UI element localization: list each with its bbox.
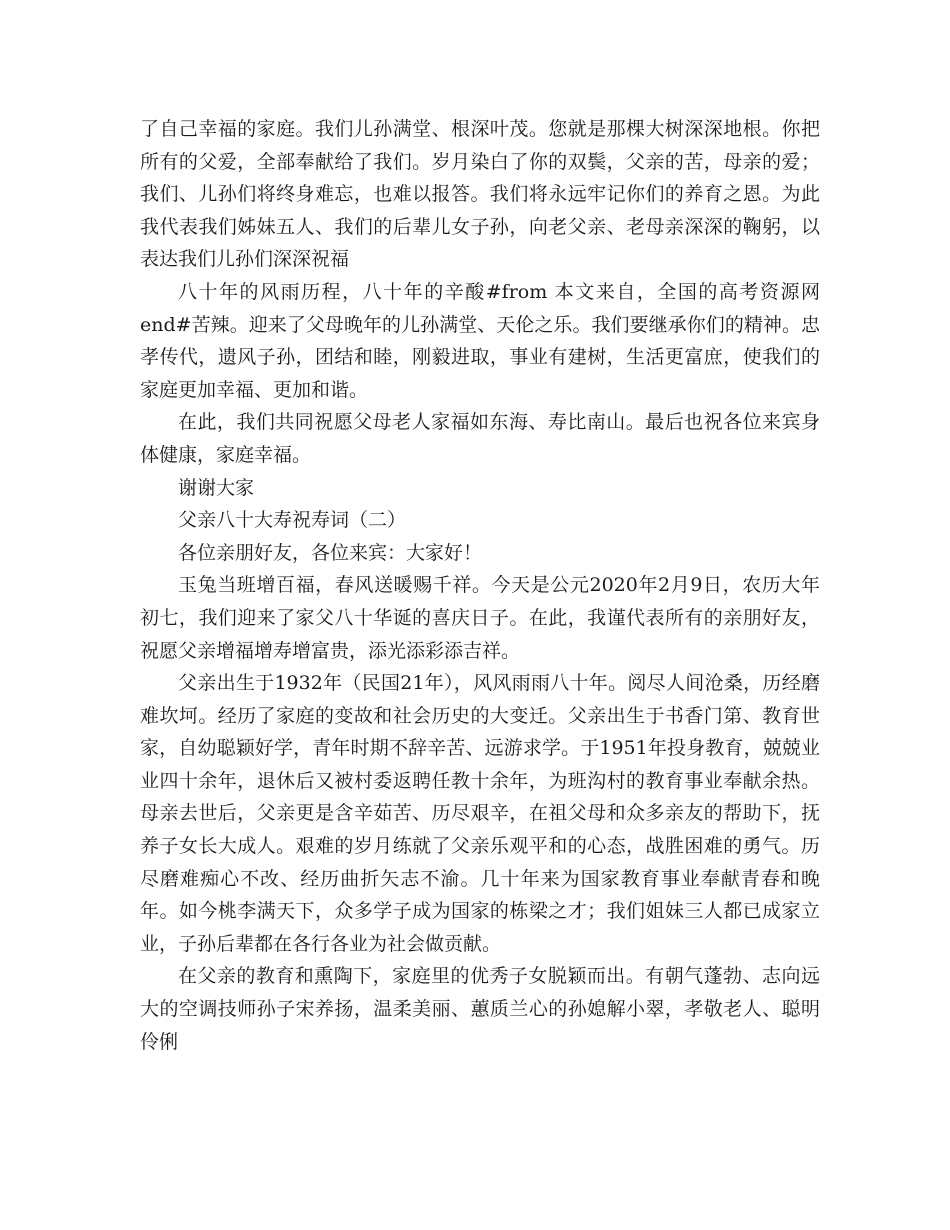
document-body <box>140 113 820 1058</box>
salutation: 各位亲朋好友，各位来宾：大家好！ <box>178 541 483 564</box>
paragraph-9: 在父亲的教育和熏陶下，家庭里的优秀子女脱颖而出。有朝气蓬勃、志向远大的空调技师孙子宋养扬，温柔美丽、蕙质兰心的孙媳解小翠，孝敬老人、聪明伶俐 <box>140 965 820 1053</box>
paragraph-8: 父亲出生于1932年（民国21年），风风雨雨八十年。阅尽人间沧桑，历经磨难坎坷。经历了家庭的变故和社会历史的大变迁。父亲出生于书香门第、教育世家，自幼聪颖好学，青年时期不辞辛苦、远游求学。于1951年投身教育，兢兢业业四十余年，退休后又被村委返聘任教十余年，为班沟村的教育事业奉献余热。母亲去世后，父亲更是含辛茹苦、历尽艰辛，在祖父母和众多亲友的帮助下，抚养子女长大成人。艰难的岁月练就了父亲乐观平和的心态，战胜困难的勇气。历尽磨难痴心不改、经历曲折矢志不渝。几十年来为国家教育事业奉献青春和晚年。如今桃李满天下，众多学子成为国家的栋梁之才；我们姐妹三人都已成家立业，子孙后辈都在各行各业为社会做贡献。 <box>140 672 820 955</box>
paragraph-2: 八十年的风雨历程，八十年的辛酸#from 本文来自，全国的高考资源网 end#苦辣。迎来了父母晚年的儿孙满堂、天伦之乐。我们要继承你们的精神。忠孝传代，遗风子孙，团结和睦，刚毅进取，事业有建树，生活更富庶，使我们的家庭更加幸福、更加和谐。 <box>140 280 820 401</box>
paragraph-3: 在此，我们共同祝愿父母老人家福如东海、寿比南山。最后也祝各位来宾身体健康，家庭幸福。 <box>140 411 820 466</box>
section-heading: 父亲八十大寿祝寿词（二） <box>178 509 407 532</box>
paragraph-7: 玉兔当班增百福，春风送暖赐千祥。今天是公元2020年2月9日，农历大年初七，我们迎来了家父八十华诞的喜庆日子。在此，我谨代表所有的亲朋好友，祝愿父亲增福增寿增富贵，添光添彩添吉祥。 <box>140 574 820 662</box>
paragraph-1: 了自己幸福的家庭。我们儿孙满堂、根深叶茂。您就是那棵大树深深地根。你把所有的父爱，全部奉献给了我们。岁月染白了你的双鬓，父亲的苦，母亲的爱；我们、儿孙们将终身难忘，也难以报答。我们将永远牢记你们的养育之恩。为此我代表我们姊妹五人、我们的后辈儿女子孙，向老父亲、老母亲深深的鞠躬，以表达我们儿孙们深深祝福 <box>140 118 820 271</box>
paragraph-4: 谢谢大家 <box>178 476 255 499</box>
